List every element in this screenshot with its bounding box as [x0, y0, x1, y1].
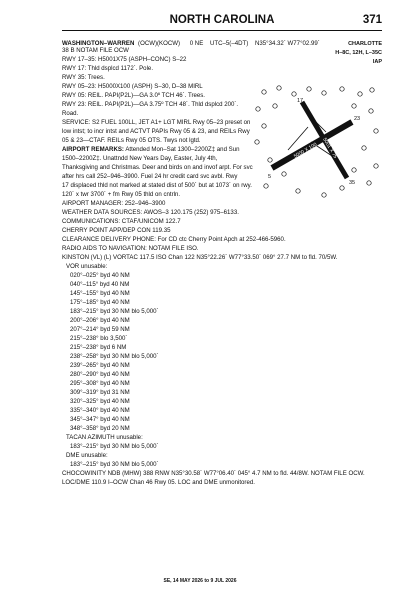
remarks-line1	[62, 147, 240, 153]
rwy-23-number: 23	[354, 116, 361, 122]
remarks-text1: Attended Mon–Sat 1300–2200Z‡ and Sun	[125, 146, 240, 153]
tacan-unusable-item: 183°–215° byd 30 NM blo 5,000´	[70, 443, 159, 450]
runway-05-end: RWY 05: REIL. PAPI(P2L)—GA 3.0º TCH 46´. Trees.	[62, 92, 205, 99]
vor-unusable-item: 040°–115° byd 40 NM	[70, 281, 130, 288]
runway-23-end: RWY 23: REIL. PAPI(P2L)—GA 3.75º TCH 48´. Thld dsplcd 200´.	[62, 101, 239, 108]
remarks-line4: after hrs call 252–946–3900. Fuel 24 hr credit card svc avbl. Rwy	[62, 173, 238, 180]
vor-unusable-item: 215°–238° byd 6 NM	[70, 344, 127, 351]
airport-distance: 0 NE	[189, 40, 204, 47]
page-number: 371	[362, 14, 382, 26]
state-title: NORTH CAROLINA	[169, 14, 275, 26]
runway-17-35: RWY 17–35: H5001X75 (ASPH–CONC) S–22	[62, 56, 187, 63]
vor-unusable-item: 207°–214° byd 59 NM	[70, 326, 130, 333]
loc-dme: LOC/DME 110.9 I–OCW Chan 46 Rwy 05. LOC and DME unmonitored.	[62, 479, 255, 486]
vor-unusable-item: 020°–025° byd 40 NM	[70, 272, 130, 279]
weather-sources: WEATHER DATA SOURCES: AWOS–3 120.175 (252) 975–6133.	[62, 209, 239, 216]
service-line3: 05 & 23—CTAF. REILs Rwy 05 OTS. Twys not lgtd.	[62, 137, 201, 144]
airport-diagram	[248, 82, 383, 205]
iap-label: IAP	[372, 59, 382, 65]
vor-unusable-item: 335°–340° byd 40 NM	[70, 407, 130, 414]
rwy-05-number: 5	[268, 174, 272, 180]
communications: COMMUNICATIONS: CTAF/UNICOM 122.7	[62, 218, 181, 225]
vor-unusable-item: 280°–290° byd 40 NM	[70, 371, 130, 378]
vor-unusable-item: 239°–265° byd 40 NM	[70, 362, 130, 369]
airport-ids: (OCW)(KOCW)	[138, 40, 181, 47]
page-footer: SE, 14 MAY 2026 to 9 JUL 2026	[163, 578, 237, 584]
rwy-17-35-label: 5001 X 75	[321, 136, 339, 160]
service-line2: low intst; to incr intst and ACTVT PAPIs Rwy 05 & 23, and REILs Rwy	[62, 128, 250, 135]
vor-unusable-item: 145°–155° byd 40 NM	[70, 290, 130, 297]
remarks-line5: 17 displaced thld not marked at stated dist of 500´ but at 1073´ on rwy.	[62, 182, 252, 189]
rwy-05-23-label: 5000 X 100	[293, 141, 319, 160]
chocowinity-ndb: CHOCOWINITY NDB (MHW) 388 RNW N35°30.58´ W77°06.40´ 045° 4.7 NM to fld. 44/8W. NOTAM FILE OCW.	[62, 470, 365, 477]
airport-manager: AIRPORT MANAGER: 252–946–3900	[62, 200, 166, 207]
rwy-17-number: 17	[297, 98, 304, 104]
runway-17-end: RWY 17: Thld dsplcd 1172´. Pole.	[62, 65, 154, 72]
vor-unusable-item: 309°–319° byd 31 NM	[70, 389, 130, 396]
vor-unusable-item: 348°–358° byd 20 NM	[70, 425, 130, 432]
runway-23-end-cont: Road.	[62, 110, 79, 117]
remarks-title: AIRPORT REMARKS:	[62, 146, 124, 153]
vor-unusable-item: 183°–215° byd 30 NM blo 5,000´	[70, 308, 159, 315]
vor-unusable-item: 345°–347° byd 40 NM	[70, 416, 130, 423]
vor-unusable-item: 175°–185° byd 40 NM	[70, 299, 130, 306]
vor-unusable-item: 320°–325° byd 40 NM	[70, 398, 130, 405]
vor-unusable-item: 215°–238° blo 3,500´	[70, 335, 128, 342]
dme-unusable-item: 183°–215° byd 30 NM blo 5,000´	[70, 461, 159, 468]
remarks-line6: 120´ x twr 3700´ + fm Rwy 05 thld on cntrln.	[62, 191, 181, 198]
cherry-point-app: CHERRY POINT APP/DEP CON 119.35	[62, 227, 171, 234]
dme-unusable-title: DME unusable:	[66, 452, 108, 459]
vor-unusable-item: 295°–308° byd 40 NM	[70, 380, 130, 387]
airport-utc: UTC–5(–4DT)	[209, 40, 249, 47]
runway-05-23: RWY 05–23: H5000X100 (ASPH) S–30, D–38 MIRL	[62, 83, 203, 90]
remarks-line3: Thanksgiving and Christmas. Deer and birds on and invof arpt. For svc	[62, 164, 253, 171]
kinston-vortac: KINSTON (VL) (L) VORTAC 117.5 ISO Chan 122 N35°22.26´ W77°33.50´ 069° 27.7 NM to fld. 70/5W.	[62, 254, 338, 261]
rwy-35-number: 35	[349, 180, 356, 186]
vor-unusable-title: VOR unusable:	[66, 263, 108, 270]
runway-35-end: RWY 35: Trees.	[62, 74, 105, 81]
airport-coords: N35°34.32´ W77°02.99´	[254, 40, 320, 47]
vor-unusable-item: 238°–258° byd 30 NM blo 5,000´	[70, 353, 159, 360]
service-line1: SERVICE: S2 FUEL 100LL, JET A1+ LGT MIRL Rwy 05–23 preset on	[62, 119, 251, 126]
page-header	[62, 14, 382, 31]
chart-reference: H–8C, 12H, L–35C	[335, 50, 382, 56]
remarks-line2: 1500–2200Z‡. Unattndd New Years Day, Easter, July 4th,	[62, 155, 218, 162]
airport-name: WASHINGTON–WARREN	[62, 40, 135, 47]
city-label: CHARLOTTE	[348, 41, 382, 47]
vor-unusable-item: 200°–206° byd 40 NM	[70, 317, 130, 324]
radio-aids: RADIO AIDS TO NAVIGATION: NOTAM FILE ISO.	[62, 245, 199, 252]
tacan-unusable-title: TACAN AZIMUTH unusable:	[66, 434, 143, 441]
clearance-phone: CLEARANCE DELIVERY PHONE: For CD ctc Cherry Point Apch at 252-466-5960.	[62, 236, 286, 243]
airport-line2: 38 B NOTAM FILE OCW	[62, 47, 129, 54]
